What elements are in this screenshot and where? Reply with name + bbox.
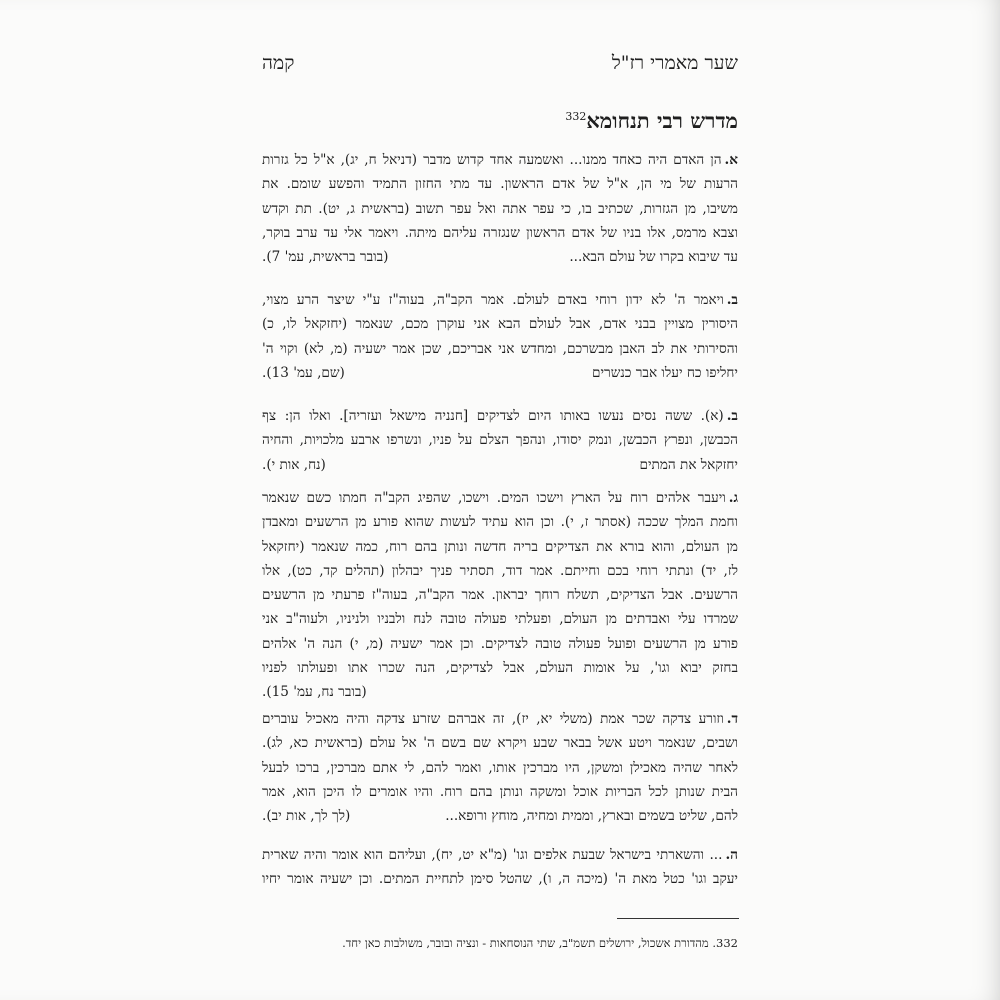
page-number: קמה xyxy=(262,52,295,74)
text-line xyxy=(262,680,738,704)
footnote-divider xyxy=(617,918,739,919)
source-citation: (שם, עמ' 13). xyxy=(262,364,345,381)
text-line: מן העולם, והוא בורא את הצדיקים בריה חדשה ונותן בהם רוח, כמה שנאמר (יחזקאל xyxy=(262,538,738,555)
footnote-text: מהדורת אשכול, ירושלים תשמ"ב, שתי הנוסחאות - ונציה ובובר, משולבות כאן יחד. xyxy=(342,936,709,950)
text-line: בחזק יבוא וגו', על אומות העולם, אבל לצדיקים, הנה שכרו אתו ופעולתו לפניו xyxy=(262,660,738,677)
text-line: ושבים, שנאמר ויטע אשל בבאר שבע ויקרא שם בשם ה' אל עולם (בראשית כא, לג). xyxy=(262,735,738,752)
text-line: והסירותי את לב האבן מבשרכם, ומחדש אני אבריכם, שכן אמר ישעיה (מ, לא) וקוי ה' xyxy=(262,340,738,357)
source-citation: (לך לך, אות יב). xyxy=(262,808,351,825)
paragraph-aleph xyxy=(262,148,738,269)
text-line: לז, יד) ונתתי רוחי בכם וחייתם. אמר דוד, תסתיר פניך יבהלון (תהלים קד, כט), אלו xyxy=(262,562,738,579)
chapter-title-text: מדרש רבי תנחומא xyxy=(586,108,738,133)
text-line: עד שיבוא בקרו של עולם הבא... (בובר בראשית, עמ' 7). xyxy=(262,245,738,269)
text-line: הכבשן, ונפרץ הכבשן, ונמק יסודו, ונהפך הצלם על פניו, ונשרפו ארבע מלכויות, והחיה xyxy=(262,432,738,449)
text-line: א.הן האדם היה כאחד ממנו... ואשמעה אחד קדוש מדבר (דניאל ח, יג), א"ל כל גזרות xyxy=(262,152,738,168)
text-line: יעקב וגו' כטל מאת ה' (מיכה ה, ו), שהטל סימן לתחיית המתים. וכן ישעיה אומר יחיו xyxy=(262,871,738,888)
text-line: ה.... והשארתי בישראל שבעת אלפים וגו' (מ"א יט, יח), ועליהם הוא אומר והיה שארית xyxy=(262,847,738,863)
text-line: ד.וזורע צדקה שכר אמת (משלי יא, יז), זה אברהם שזרע צדקה והיה מאכיל עוברים xyxy=(262,711,738,727)
footnote xyxy=(262,936,738,950)
text-line: יחזקאל את המתים (נח, אות י). xyxy=(262,453,738,477)
text-line: לאחר שהיה מאכילן ומשקן, היו מברכין אותו, ואמר להם, לי אתם מברכין, ברכו לבעל xyxy=(262,759,738,776)
source-citation: (נח, אות י). xyxy=(262,456,326,473)
text-line: הבית שנותן לכל הבריות אוכל ומשקה ונותן בהם רוח. והיו אומרים לו היכן הוא, אמר xyxy=(262,783,738,800)
paragraph-letter: ד. xyxy=(726,711,738,727)
paragraph-letter: ה. xyxy=(725,847,738,863)
running-head xyxy=(262,52,738,75)
text-line: פורע מן הרשעים ופועל פעולה טובה לצדיקים. וכן אמר ישעיה (מ, י) הנה ה' אלהים xyxy=(262,635,738,652)
paragraph-bet xyxy=(262,288,738,385)
paragraph-he xyxy=(262,843,738,892)
footnote-marker: 332 xyxy=(565,110,587,123)
source-citation: (בובר בראשית, עמ' 7). xyxy=(262,249,389,266)
text-line: ב.ויאמר ה' לא ידון רוחי באדם לעולם. אמר הקב"ה, בעוה"ז ע"י שיצר הרע מצוי, xyxy=(262,292,738,308)
paragraph-letter: א. xyxy=(724,152,738,168)
paragraph-bet-alef xyxy=(262,404,738,477)
chapter-title xyxy=(565,108,738,134)
paragraph-letter: ב. xyxy=(726,408,738,424)
running-head-title: שער מאמרי רז"ל xyxy=(611,52,738,74)
text-line: וצבא מרמס, אלו בניו של אדם הראשון שנגזרה עליהם מיתה. ויאמר אלי עד ערב בוקר, xyxy=(262,224,738,241)
text-line: היסורין מצויין בבני אדם, אבל לעולם הבא אני עוקרן מכם, שנאמר (יחזקאל לו, כ) xyxy=(262,316,738,333)
paragraph-letter: ב. xyxy=(726,292,738,308)
text-line: ג.ויעבר אלהים רוח על הארץ וישכו המים. וישכו, שהפיג הקב"ה חמתו כשם שנאמר xyxy=(262,490,738,506)
text-line: יחליפו כח יעלו אבר כנשרים (שם, עמ' 13). xyxy=(262,361,738,385)
text-line: משיבו, מן הגזרות, שכתיב בו, כי עפר אתה ואל עפר תשוב (בראשית ג, יט). תת וקדש xyxy=(262,200,738,217)
paragraph-letter: ג. xyxy=(728,490,738,506)
source-citation: (בובר נח, עמ' 15). xyxy=(262,684,367,701)
text-line: ב.(א). ששה נסים נעשו באותו היום לצדיקים [חנניה מישאל ועזריה]. ואלו הן: צף xyxy=(262,408,738,424)
text-line: הרשעים. אבל הצדיקים, תשלח רוחך יבראון. אמר הקב"ה, בעוה"ז פרעתי מן הרשעים xyxy=(262,587,738,604)
text-line: להם, שליט בשמים ובארץ, וממית ומחיה, מוחץ ורופא... (לך לך, אות יב). xyxy=(262,804,738,828)
paragraph-dalet xyxy=(262,707,738,828)
text-line: שמרדו עלי ואבדתים מן העולם, ופעלתי פעולה טובה לנח ולבניו ולניניו, ולעוה"ב אני xyxy=(262,611,738,628)
text-line: וחמת המלך שככה (אסתר ז, י). וכן הוא עתיד לעשות שהוא פורע מן הרשעים ומאבדן xyxy=(262,514,738,531)
footnote-number: 332. xyxy=(712,936,738,950)
paragraph-gimel xyxy=(262,486,738,705)
text-line: הרעות של מי הן, א"ל של אדם הראשון. עד מתי החזון התמיד והפשע שומם. את xyxy=(262,176,738,193)
